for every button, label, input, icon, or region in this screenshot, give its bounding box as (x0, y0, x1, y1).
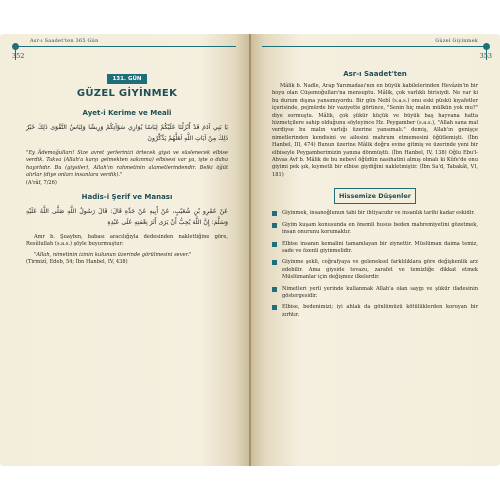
header-rule (16, 46, 236, 47)
story-paragraph: Mâlik b. Nadle, Arap Yarımadası'nın en büyük kabilelerinden Hevâzin'in bir boyu olan Cüşemoğulları'na mensuptu. Mâlik, çok varlıklı birisiydi. Ne var ki bu durum dışına yansımıyordu. Bir gün Nebî (s.a.s.) onu eski püskü kıyafetler içerisinde, pejmürde bir vaziyette görünce, "Senin hiç malın mülkün yok mu?" diye sormuştu. Mâlik, çok şükür küçük ve büyük baş hayvana hatta hizmetçilere sahip olduğunu söyleyince Hz. Peygamber (s.a.s.), "Allah sana mal verdiyse bu malın varlığı üzerine yansımalı." demiş, Allah'ın genişçe nimetlerinden kendisini ve ailesini mahrum etmemesini öğütlemişti. (İbn Hanbel, III, 474) Bunun üzerine Mâlik doğru evine gitmiş ve üzerinde yeni bir elbiseyle Peygamberimizin yanına dönmüştü. (İbn Hanbel, IV, 138) Oğlu Ebu'l-Ahvas Avf b. Mâlik de bu nebevî öğüdün nasihatini almış olmalı ki Kûfe'de onu giyimi pek şık, kıymetli bir elbise giydiğini nakletmiştir. (İbn Sa'd, Tabakât, VI, 181) (272, 83, 478, 178)
book-spine (249, 34, 251, 466)
square-bullet-icon (272, 260, 277, 265)
list-item: Giyinmek, insanoğlunun tabi bir ihtiyacıdır ve insanlık tarihi kadar eskidir. (272, 210, 478, 217)
verse-meaning: "Ey Âdemoğulları! Size avret yerlerinizi örtecek giysi ve süslenecek elbise verdik. Takva (Allah'a karşı gelmekten sakınma) elbisesi var ya, işte o daha hayırlıdır. Bu (giysiler), Allah'ın rahmetinin alametlerindendir. Belki öğüt alırlar (diye onları insanlara verdik)." (26, 150, 228, 179)
square-bullet-icon (272, 242, 277, 247)
header-dot-icon (483, 43, 490, 50)
header-rule (262, 46, 486, 47)
list-item: Giyinme şekli, coğrafyaya ve geleneksel farklılıklara göre değişkenlik arz edebilir. Ama giyside tevazu, zarafet ve temizliğe dikkat etmek Müslümanlar için değişmez ilkelerdir. (272, 259, 478, 281)
day-badge: 131. GÜN (107, 74, 147, 84)
boxed-section-title: Hissemize Düşenler (334, 188, 416, 204)
section-title-story: Asr-ı Saadet'ten (343, 70, 407, 78)
arabic-hadith: عَنْ عَمْرِو بْنِ شُعَيْبٍ، عَنْ أَبِيهِ عَنْ جَدِّهِ قَالَ: قَالَ رَسُولُ اللَّهِ صَلَّى اللَّهُ عَلَيْهِ وَسَلَّمَ: إِنَّ اللَّهَ يُحِبُّ أَنْ يَرَى أَثَرَ نِعْمَتِهِ عَلَى عَبْدِهِ (26, 208, 228, 227)
hadith-citation: (Tirmizî, Edeb, 54; İbn Hanbel, IV, 438) (26, 259, 128, 266)
square-bullet-icon (272, 211, 277, 216)
header-dot-icon (12, 43, 19, 50)
page-number: 353 (479, 52, 492, 60)
left-content (26, 68, 228, 267)
hadith-intro: Amr b. Şuaybın, babası aracılığıyla dedesinden naklettiğine göre, Resûlullah (s.a.s.) şöyle buyurmuştur: (26, 234, 228, 248)
list-item: Elbise insanın kemalini tamamlayan bir ziynettir. Müslüman daima temiz, sade ve özenli giyinmelidir. (272, 241, 478, 256)
section-title-hadith: Hadis-i Şerif ve Manası (81, 193, 173, 202)
list-item: Nimetleri yerli yerinde kullanmak Allah'a olan saygı ve şükür ifadesinin göstergesidir. (272, 286, 478, 301)
square-bullet-icon (272, 223, 277, 228)
list-item: Elbise, bedenimizi; iyi ahlak da gönlümüzü kötülüklerden koruyan bir zırhtır. (272, 304, 478, 319)
verse-citation: (A'râf, 7/26) (26, 179, 57, 186)
right-content (272, 64, 478, 323)
left-page (0, 34, 250, 466)
right-page (250, 34, 500, 466)
list-item: Giyim kuşam konusunda en önemli husus beden mahremiyetini gözetmek, insan onurunu korumaktır. (272, 222, 478, 237)
section-title-verse: Ayet-i Kerime ve Meali (82, 109, 172, 117)
hadith-meaning: "Allah, nimetinin izinin kulunun üzerinde görülmesini sever." (34, 251, 192, 258)
arabic-verse: يَا بَنِي آدَمَ قَدْ أَنْزَلْنَا عَلَيْكُمْ لِبَاسًا يُوَارِي سَوْآتِكُمْ وَرِيشًا وَلِبَاسُ التَّقْوَى ذَلِكَ خَيْرٌ ذَلِكَ مِنْ آيَاتِ اللَّهِ لَعَلَّهُمْ يَذَّكَّرُونَ (26, 124, 228, 142)
bullet-list (272, 210, 478, 319)
running-head: Güzel Giyinmek (435, 38, 478, 44)
square-bullet-icon (272, 287, 277, 292)
square-bullet-icon (272, 305, 277, 310)
page-title: GÜZEL GİYİNMEK (76, 88, 178, 99)
running-head: Asr-ı Saadet'ten 365 Gün (30, 38, 99, 44)
page-number: 352 (12, 52, 25, 60)
